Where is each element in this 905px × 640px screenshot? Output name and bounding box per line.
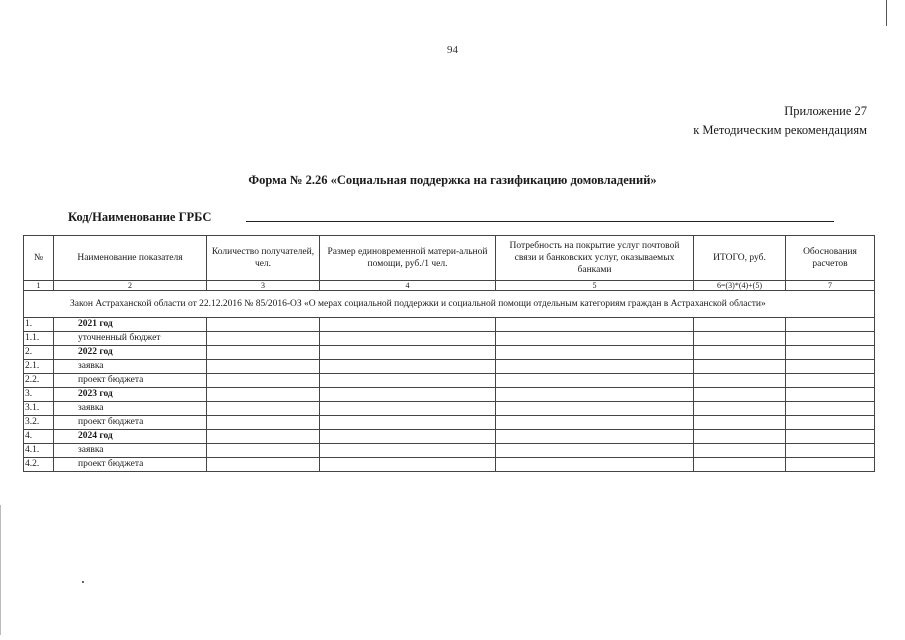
- year-row: [24, 430, 875, 444]
- recipients-cell[interactable]: [207, 402, 320, 416]
- aid-amount-cell[interactable]: [320, 346, 496, 360]
- postal-bank-cell[interactable]: [496, 388, 694, 402]
- header-recipients-count: Количество получателей, чел.: [207, 236, 320, 281]
- grbs-fill-line: [246, 221, 834, 222]
- row-number: 3.: [24, 388, 54, 402]
- row-indicator-name: 2022 год: [54, 346, 207, 360]
- header-total: ИТОГО, руб.: [694, 236, 786, 281]
- scan-speck: [82, 581, 84, 583]
- justification-cell[interactable]: [786, 360, 875, 374]
- form-title: Форма № 2.26 «Социальная поддержка на газификацию домовладений»: [248, 173, 657, 187]
- postal-bank-cell[interactable]: [496, 332, 694, 346]
- postal-bank-cell[interactable]: [496, 402, 694, 416]
- recipients-cell[interactable]: [207, 458, 320, 472]
- column-number: 7: [786, 281, 875, 291]
- aid-amount-cell[interactable]: [320, 374, 496, 388]
- total-cell[interactable]: [694, 332, 786, 346]
- aid-amount-cell[interactable]: [320, 388, 496, 402]
- table-header-row: [24, 236, 875, 281]
- row-indicator-name: 2024 год: [54, 430, 207, 444]
- year-row: [24, 388, 875, 402]
- aid-amount-cell[interactable]: [320, 430, 496, 444]
- year-row: [24, 346, 875, 360]
- recipients-cell[interactable]: [207, 346, 320, 360]
- justification-cell[interactable]: [786, 374, 875, 388]
- justification-cell[interactable]: [786, 458, 875, 472]
- table-row: [24, 444, 875, 458]
- aid-amount-cell[interactable]: [320, 332, 496, 346]
- row-indicator-name: заявка: [54, 402, 207, 416]
- scan-left-edge: [0, 505, 1, 635]
- column-number: 5: [496, 281, 694, 291]
- header-number: №: [24, 236, 54, 281]
- column-number: 6=(3)*(4)+(5): [694, 281, 786, 291]
- year-row: [24, 318, 875, 332]
- aid-amount-cell[interactable]: [320, 444, 496, 458]
- recipients-cell[interactable]: [207, 388, 320, 402]
- total-cell[interactable]: [694, 318, 786, 332]
- recipients-cell[interactable]: [207, 332, 320, 346]
- aid-amount-cell[interactable]: [320, 318, 496, 332]
- row-indicator-name: 2023 год: [54, 388, 207, 402]
- table-row: [24, 374, 875, 388]
- row-number: 3.2.: [24, 416, 54, 430]
- row-indicator-name: проект бюджета: [54, 458, 207, 472]
- law-reference-text: Закон Астраханской области от 22.12.2016 № 85/2016-ОЗ «О мерах социальной поддержки и социальной помощи отдельным категориям граждан в Астраханской области»: [24, 291, 875, 318]
- postal-bank-cell[interactable]: [496, 458, 694, 472]
- row-number: 2.1.: [24, 360, 54, 374]
- row-number: 4.1.: [24, 444, 54, 458]
- column-number: 1: [24, 281, 54, 291]
- scan-edge-mark: [886, 0, 887, 26]
- column-numbers-row: [24, 281, 875, 291]
- recipients-cell[interactable]: [207, 416, 320, 430]
- total-cell[interactable]: [694, 346, 786, 360]
- postal-bank-cell[interactable]: [496, 416, 694, 430]
- recipients-cell[interactable]: [207, 318, 320, 332]
- postal-bank-cell[interactable]: [496, 318, 694, 332]
- table-row: [24, 402, 875, 416]
- total-cell[interactable]: [694, 416, 786, 430]
- total-cell[interactable]: [694, 360, 786, 374]
- postal-bank-cell[interactable]: [496, 346, 694, 360]
- row-indicator-name: 2021 год: [54, 318, 207, 332]
- postal-bank-cell[interactable]: [496, 374, 694, 388]
- justification-cell[interactable]: [786, 388, 875, 402]
- justification-cell[interactable]: [786, 346, 875, 360]
- table-row: [24, 458, 875, 472]
- row-number: 4.2.: [24, 458, 54, 472]
- recipients-cell[interactable]: [207, 360, 320, 374]
- law-reference-row: [24, 291, 875, 318]
- grbs-label: Код/Наименование ГРБС: [68, 210, 212, 224]
- postal-bank-cell[interactable]: [496, 444, 694, 458]
- form-table: [23, 235, 875, 472]
- header-indicator-name: Наименование показателя: [54, 236, 207, 281]
- total-cell[interactable]: [694, 444, 786, 458]
- row-indicator-name: проект бюджета: [54, 374, 207, 388]
- column-number: 4: [320, 281, 496, 291]
- appendix-reference: [693, 102, 867, 140]
- aid-amount-cell[interactable]: [320, 360, 496, 374]
- table-row: [24, 360, 875, 374]
- aid-amount-cell[interactable]: [320, 416, 496, 430]
- row-number: 1.: [24, 318, 54, 332]
- row-indicator-name: уточненный бюджет: [54, 332, 207, 346]
- recipients-cell[interactable]: [207, 444, 320, 458]
- row-indicator-name: заявка: [54, 444, 207, 458]
- total-cell[interactable]: [694, 458, 786, 472]
- aid-amount-cell[interactable]: [320, 402, 496, 416]
- table-row: [24, 332, 875, 346]
- total-cell[interactable]: [694, 402, 786, 416]
- recipients-cell[interactable]: [207, 374, 320, 388]
- justification-cell[interactable]: [786, 318, 875, 332]
- column-number: 3: [207, 281, 320, 291]
- total-cell[interactable]: [694, 388, 786, 402]
- header-postal-bank-costs: Потребность на покрытие услуг почтовой связи и банковских услуг, оказываемых банками: [496, 236, 694, 281]
- header-aid-amount: Размер единовременной матери-альной помощи, руб./1 чел.: [320, 236, 496, 281]
- justification-cell[interactable]: [786, 430, 875, 444]
- aid-amount-cell[interactable]: [320, 458, 496, 472]
- column-number: 2: [54, 281, 207, 291]
- justification-cell[interactable]: [786, 444, 875, 458]
- row-indicator-name: проект бюджета: [54, 416, 207, 430]
- postal-bank-cell[interactable]: [496, 430, 694, 444]
- justification-cell[interactable]: [786, 332, 875, 346]
- total-cell[interactable]: [694, 374, 786, 388]
- row-number: 2.: [24, 346, 54, 360]
- total-cell[interactable]: [694, 430, 786, 444]
- table-row: [24, 416, 875, 430]
- postal-bank-cell[interactable]: [496, 360, 694, 374]
- appendix-line-1: Приложение 27: [784, 104, 867, 118]
- header-justification: Обоснования расчетов: [786, 236, 875, 281]
- justification-cell[interactable]: [786, 416, 875, 430]
- row-number: 3.1.: [24, 402, 54, 416]
- row-number: 1.1.: [24, 332, 54, 346]
- row-number: 2.2.: [24, 374, 54, 388]
- row-number: 4.: [24, 430, 54, 444]
- appendix-line-2: к Методическим рекомендациям: [693, 123, 867, 137]
- justification-cell[interactable]: [786, 402, 875, 416]
- recipients-cell[interactable]: [207, 430, 320, 444]
- page-number: 94: [447, 44, 458, 56]
- row-indicator-name: заявка: [54, 360, 207, 374]
